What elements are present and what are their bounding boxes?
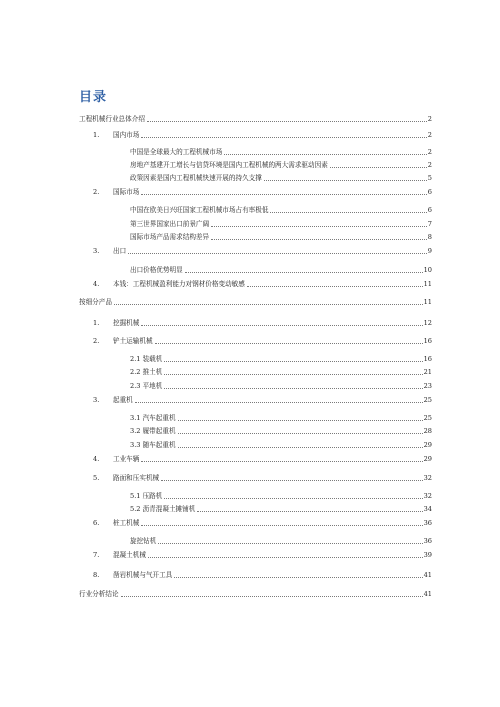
- toc-entry-page: 25: [423, 414, 432, 422]
- toc-entry-page: 36: [423, 537, 432, 545]
- dot-leader: [161, 480, 422, 481]
- toc-entry[interactable]: [130, 146, 432, 157]
- toc-entry-text: 行业分析结论: [79, 590, 119, 598]
- toc-entry-text: 中国是全球最大的工程机械市场: [130, 148, 223, 156]
- dot-leader: [247, 286, 423, 287]
- toc-entry-page: 10: [423, 266, 432, 274]
- toc-entry-text: 中国在欧美日兴旺国家工程机械市场占有率极低: [130, 206, 269, 214]
- dot-leader: [155, 343, 423, 344]
- dot-leader: [135, 402, 423, 403]
- dot-leader: [185, 272, 423, 273]
- toc-entry-page: 2: [427, 131, 432, 139]
- dot-leader: [178, 447, 423, 448]
- dot-leader: [164, 498, 422, 499]
- toc-entry-page: 32: [423, 474, 432, 482]
- toc-entry[interactable]: [130, 218, 432, 229]
- dot-leader: [164, 374, 422, 375]
- toc-entry-page: 34: [423, 505, 432, 513]
- toc-entry[interactable]: [79, 296, 432, 307]
- toc-entry[interactable]: [93, 278, 432, 289]
- toc-entry-text: 旋挖钻机: [130, 537, 157, 545]
- toc-entry-number: 1.: [93, 319, 100, 327]
- toc-entry[interactable]: [93, 245, 432, 256]
- toc-entry[interactable]: [130, 353, 432, 364]
- toc-entry-page: 32: [423, 492, 432, 500]
- toc-entry-text: 3.2 履带起重机: [130, 427, 176, 435]
- toc-entry[interactable]: [130, 204, 432, 215]
- toc-entry[interactable]: [93, 517, 432, 528]
- toc-entry-page: 6: [427, 206, 432, 214]
- toc-entry-text: 政策因素是国内工程机械快速开展的持久支撑: [130, 174, 262, 182]
- toc-entry-number: 6.: [93, 519, 100, 527]
- dot-leader: [330, 167, 427, 168]
- toc-entry-text: 国际市场: [113, 188, 140, 196]
- dot-leader: [211, 226, 427, 227]
- toc-entry-text: 国内市场: [113, 131, 140, 139]
- toc-entry-page: 41: [423, 571, 432, 579]
- toc-entry[interactable]: [130, 231, 432, 242]
- toc-entry-text: 第三世界国家出口前景广阔: [130, 220, 210, 228]
- toc-entry-page: 16: [423, 355, 432, 363]
- dot-leader: [264, 180, 427, 181]
- toc-entry-number: 5.: [93, 474, 100, 482]
- dot-leader: [121, 596, 423, 597]
- dot-leader: [147, 121, 427, 122]
- toc-entry[interactable]: [93, 569, 432, 580]
- toc-entry[interactable]: [130, 366, 432, 377]
- toc-entry-text: 本钱：工程机械盈利能力对钢材价格变动敏感: [113, 280, 245, 288]
- toc-entry-page: 12: [423, 319, 432, 327]
- toc-entry-text: 5.2 沥青混凝土摊铺机: [130, 505, 196, 513]
- toc-entry-page: 2: [427, 161, 432, 169]
- toc-entry-page: 25: [423, 396, 432, 404]
- toc-entry-page: 29: [423, 441, 432, 449]
- toc-entry-text: 2.1 装载机: [130, 355, 163, 363]
- toc-entry[interactable]: [130, 503, 432, 514]
- toc-entry[interactable]: [130, 264, 432, 275]
- toc-entry-page: 29: [423, 455, 432, 463]
- toc-entry-text: 起重机: [113, 396, 133, 404]
- toc-entry-page: 11: [423, 280, 432, 288]
- dot-leader: [141, 137, 426, 138]
- toc-entry-page: 2: [427, 148, 432, 156]
- toc-entry-text: 房地产基建开工增长与信贷环境是国内工程机械的两大需求驱动因素: [130, 161, 328, 169]
- toc-entry-text: 路面和压实机械: [113, 474, 160, 482]
- toc-entry-text: 凿岩机械与气开工具: [113, 571, 173, 579]
- toc-entry[interactable]: [130, 535, 432, 546]
- toc-entry-page: 8: [427, 233, 432, 241]
- toc-entry-number: 4.: [93, 455, 100, 463]
- dot-leader: [114, 304, 423, 305]
- dot-leader: [164, 388, 422, 389]
- dot-leader: [197, 511, 422, 512]
- toc-entry-text: 混凝土机械: [113, 551, 146, 559]
- toc-entry-number: 2.: [93, 188, 100, 196]
- dot-leader: [158, 543, 422, 544]
- dot-leader: [270, 212, 426, 213]
- toc-entry-page: 39: [423, 551, 432, 559]
- dot-leader: [164, 361, 422, 362]
- toc-title: 目录: [79, 90, 108, 105]
- dot-leader: [174, 577, 422, 578]
- dot-leader: [141, 461, 422, 462]
- toc-entry-text: 工业车辆: [113, 455, 140, 463]
- toc-entry-number: 3.: [93, 396, 100, 404]
- toc-entry-number: 8.: [93, 571, 100, 579]
- toc-entry[interactable]: [93, 129, 432, 140]
- toc-entry-page: 41: [423, 590, 432, 598]
- toc-entry[interactable]: [130, 439, 432, 450]
- toc-entry-text: 桩工机械: [113, 519, 140, 527]
- toc-entry-text: 出口: [113, 247, 127, 255]
- toc-entry-text: 3.3 随车起重机: [130, 441, 176, 449]
- toc-entry-page: 7: [427, 220, 432, 228]
- toc-entry-page: 16: [423, 337, 432, 345]
- toc-entry-text: 挖掘机械: [113, 319, 140, 327]
- dot-leader: [178, 433, 423, 434]
- toc-entry-number: 3.: [93, 247, 100, 255]
- toc-entry-page: 6: [427, 188, 432, 196]
- toc-entry-page: 5: [427, 174, 432, 182]
- toc-entry[interactable]: [130, 412, 432, 423]
- toc-entry[interactable]: [130, 159, 432, 170]
- toc-entry-page: 9: [427, 247, 432, 255]
- toc-entry-text: 2.2 推土机: [130, 368, 163, 376]
- toc-entry-page: 2: [427, 115, 432, 123]
- toc-entry-number: 4.: [93, 280, 100, 288]
- toc-entry-text: 国际市场产品需求结构差异: [130, 233, 210, 241]
- dot-leader: [141, 194, 426, 195]
- dot-leader: [141, 325, 422, 326]
- toc-entry[interactable]: [130, 172, 432, 183]
- toc-entry[interactable]: [79, 588, 432, 599]
- toc-entry[interactable]: [93, 549, 432, 560]
- dot-leader: [178, 420, 423, 421]
- toc-entry[interactable]: [130, 425, 432, 436]
- toc-entry-number: 7.: [93, 551, 100, 559]
- toc-entry-page: 36: [423, 519, 432, 527]
- toc-entry-number: 2.: [93, 337, 100, 345]
- toc-entry-page: 11: [423, 298, 432, 306]
- toc-entry[interactable]: [93, 335, 432, 346]
- toc-entry-number: 1.: [93, 131, 100, 139]
- toc-entry[interactable]: [93, 317, 432, 328]
- toc-entry[interactable]: [93, 472, 432, 483]
- toc-entry[interactable]: [130, 380, 432, 391]
- toc-entry-text: 2.3 平地机: [130, 382, 163, 390]
- toc-entry[interactable]: [93, 394, 432, 405]
- toc-entry-text: 工程机械行业总体介绍: [79, 115, 145, 123]
- toc-entry-text: 5.1 压路机: [130, 492, 163, 500]
- toc-entry-text: 按细分产品: [79, 298, 112, 306]
- dot-leader: [211, 239, 427, 240]
- toc-entry-text: 铲土运输机械: [113, 337, 153, 345]
- dot-leader: [224, 154, 426, 155]
- toc-entry-page: 23: [423, 382, 432, 390]
- toc-entry-text: 3.1 汽车起重机: [130, 414, 176, 422]
- dot-leader: [141, 525, 422, 526]
- toc-entry[interactable]: [93, 453, 432, 464]
- dot-leader: [128, 253, 427, 254]
- dot-leader: [148, 557, 423, 558]
- toc-entry-page: 28: [423, 427, 432, 435]
- toc-entry[interactable]: [79, 113, 432, 124]
- toc-entry[interactable]: [93, 186, 432, 197]
- toc-entry[interactable]: [130, 490, 432, 501]
- toc-entry-text: 出口价格优势明显: [130, 266, 183, 274]
- toc-entry-page: 21: [423, 368, 432, 376]
